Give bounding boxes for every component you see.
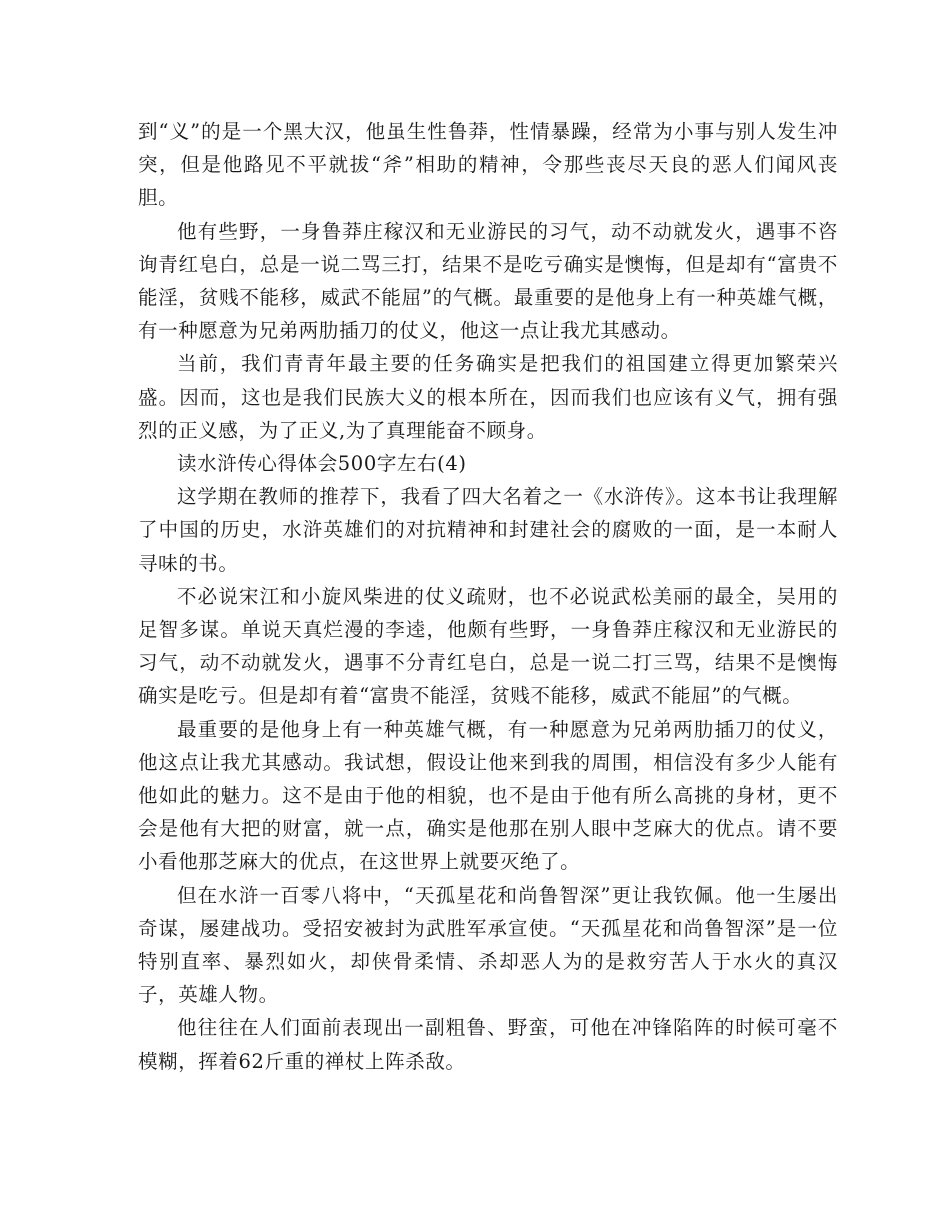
paragraph-7: 但在水浒一百零八将中，“天孤星花和尚鲁智深”更让我钦佩。他一生屡出奇谋，屡建战功。受招安被封为武胜军承宣使。“天孤星花和尚鲁智深”是一位特别直率、暴烈如火，却侠骨柔情、杀却恶人为的是救穷苦人于水火的真汉子，英雄人物。 [138, 883, 838, 1007]
paragraph-5: 不必说宋江和小旋风柴进的仗义疏财，也不必说武松美丽的最全，吴用的足智多谋。单说天真烂漫的李逵，他颇有些野，一身鲁莽庄稼汉和无业游民的习气，动不动就发火，遇事不分青红皂白，总是一说二打三骂，结果不是懊悔确实是吃亏。但是却有着“富贵不能淫，贫贱不能移，威武不能屈”的气概。 [138, 584, 838, 708]
paragraph-1: 到“义”的是一个黑大汉，他虽生性鲁莽，性情暴躁，经常为小事与别人发生冲突，但是他路见不平就拔“斧”相助的精神，令那些丧尽天良的恶人们闻风丧胆。 [138, 120, 838, 210]
paragraph-2: 他有些野，一身鲁莽庄稼汉和无业游民的习气，动不动就发火，遇事不咨询青红皂白，总是一说二骂三打，结果不是吃亏确实是懊悔，但是却有“富贵不能淫，贫贱不能移，威武不能屈”的气概。最重要的是他身上有一种英雄气概，有一种愿意为兄弟两肋插刀的仗义，他这一点让我尤其感动。 [138, 219, 838, 343]
paragraph-8: 他往往在人们面前表现出一副粗鲁、野蛮，可他在冲锋陷阵的时候可毫不模糊，挥着62斤重的禅杖上阵杀敌。 [138, 1016, 838, 1073]
paragraph-3: 当前，我们青青年最主要的任务确实是把我们的祖国建立得更加繁荣兴盛。因而，这也是我们民族大义的根本所在，因而我们也应该有义气，拥有强烈的正义感，为了正义,为了真理能奋不顾身。 [138, 352, 838, 442]
paragraph-4: 这学期在教师的推荐下，我看了四大名着之一《水浒传》。这本书让我理解了中国的历史，水浒英雄们的对抗精神和封建社会的腐败的一面，是一本耐人寻味的书。 [138, 485, 838, 575]
document-body [138, 115, 838, 1078]
section-heading: 读水浒传心得体会500字左右(4) [177, 452, 467, 476]
paragraph-6: 最重要的是他身上有一种英雄气概，有一种愿意为兄弟两肋插刀的仗义，他这点让我尤其感动。我试想，假设让他来到我的周围，相信没有多少人能有他如此的魅力。这不是由于他的相貌，也不是由于他有所么高挑的身材，更不会是他有大把的财富，就一点，确实是他那在别人眼中芝麻大的优点。请不要小看他那芝麻大的优点，在这世界上就要灭绝了。 [138, 717, 838, 874]
